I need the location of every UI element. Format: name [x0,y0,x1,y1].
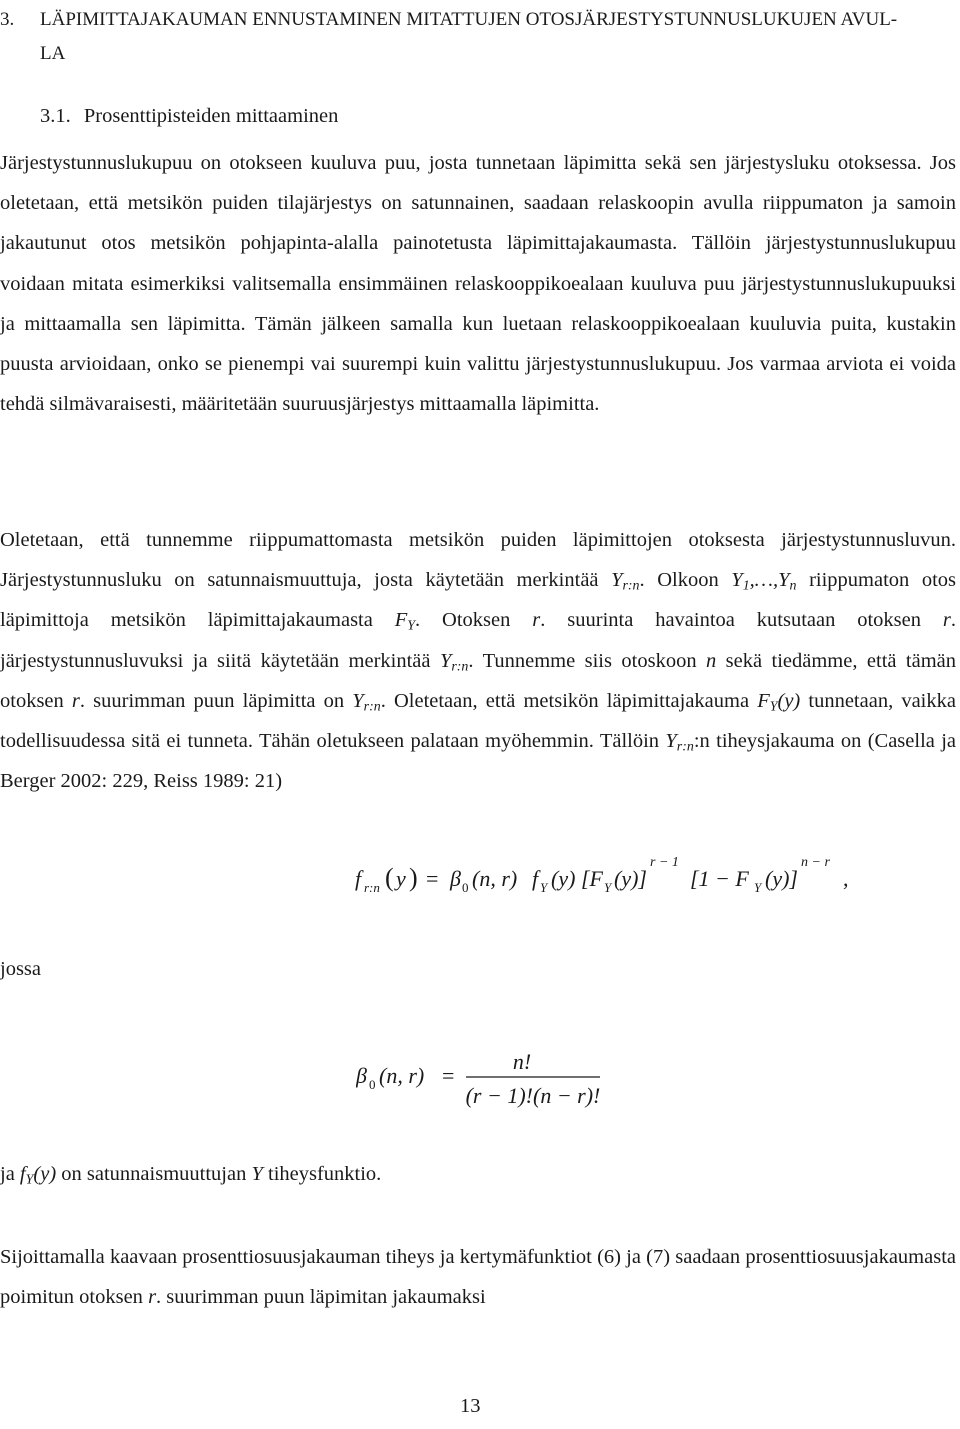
section-number: 3. [0,9,15,30]
paragraph-2 [0,520,956,801]
eq-y: y [396,866,406,891]
eq-bracket1-sub: Y [604,880,612,895]
subsection-heading [40,100,338,132]
text: . järjestystunnusluvuksi ja siitä käytetään merkintää [0,609,957,672]
math: Y [665,730,677,753]
word-jossa: jossa [0,958,41,980]
section-title-line1: LÄPIMITTAJAKAUMAN ENNUSTAMINEN MITATTUJEN OTOSJÄRJESTYSTUNNUSLUKUJEN AVUL- [40,9,898,30]
math: ,…,Y [749,569,790,592]
math-sub: Y [25,1172,34,1188]
equation-beta-coefficient [356,1041,676,1111]
eq-fY: f [532,866,539,891]
eq-beta-sub: 0 [462,880,469,895]
text: ja [0,1163,20,1185]
section-title-line2: LA [40,43,66,64]
text: tunnetaan, vaikka todellisuudessa sitä ei tunneta. Tähän oletukseen palataan myöhemmin. Tällöin [0,689,956,753]
math-sub: Y [769,699,778,715]
eq2-denominator: (r − 1)!(n − r)! [465,1083,601,1108]
math: Y [731,569,743,592]
eq-bracket1: [F [581,866,603,891]
math-sub: r:n [363,699,381,715]
text: . Tunnemme siis otoskoon [468,649,706,672]
math: Y [439,649,452,672]
math: f [19,1163,26,1185]
math: r [148,1286,157,1309]
eq-exp1: r − 1 [650,855,679,870]
text: :n tiheysjakauma on (Casella ja Berger 2002: 229, Reiss 1989: 21) [0,730,956,793]
text: . Oletetaan, että metsikön läpimittajakauma [380,689,758,712]
math: F [394,609,408,632]
eq-rparen: ) [409,863,418,892]
section-heading [0,0,950,74]
math: (y) [33,1163,57,1185]
eq-bracket2-sub: Y [754,880,762,895]
equation-order-statistic-density [355,852,855,902]
text: on satunnaismuuttujan [56,1163,252,1185]
text: . Olkoon [639,569,732,592]
eq-exp2: n − r [801,855,830,870]
eq-f: f [355,866,362,891]
math-sub: r:n [451,659,469,675]
math: r [532,609,541,632]
math: n [706,649,717,672]
math-sub: r:n [622,578,640,594]
eq2-numerator: n! [512,1049,532,1074]
eq-beta: β [450,866,461,891]
text: riippumaton otos läpimittoja metsikön läpimittajakaumasta [0,569,957,632]
math-sub: r:n [676,739,694,755]
math: r [942,609,951,632]
math: Y [352,689,364,712]
text: . suurimman puun läpimitta on [79,689,353,712]
eq-fY-sub: Y [540,880,548,895]
text: . suurinta havaintoa kutsutaan otoksen [540,609,943,632]
text: sekä tiedämme, että tämän otoksen [0,649,956,712]
eq2-beta-sub: 0 [369,1077,376,1092]
eq2-equals: = [442,1063,455,1088]
math: Y [251,1163,263,1185]
math: F [757,689,770,712]
eq-comma: , [843,866,849,891]
text: tiheysfunktio. [262,1163,382,1185]
page-number: 13 [460,1395,481,1417]
eq-bracket2: [1 − F [690,866,749,891]
subsection-title: Prosenttipisteiden mittaaminen [83,105,339,127]
eq-beta-args: (n, r) [472,866,518,891]
paragraph-1: Järjestystunnuslukupuu on otokseen kuuluva puu, josta tunnetaan läpimitta sekä sen järjestysluku otoksessa. Jos oletetaan, että metsikön puiden tilajärjestys on satunnainen, saadaan relaskoopin avulla riippumaton ja samoin jakautunut otos metsikön pohjapinta-alalla painotetusta läpimittajakaumasta. Tällöin järjestystunnuslukupuu voidaan mitata esimerkiksi valitsemalla ensimmäinen relaskooppikoealaan kuuluva puu järjestystunnuslukupuuksi ja mittaamalla sen läpimitta. Tämän jälkeen samalla kun luetaan relaskooppikoealaan kuuluvia puita, kustakin puusta arvioidaan, onko se pienempi vai suurempi kuin valittu järjestystunnuslukupuu. Jos varmaa arviota ei voida tehdä silmävaraisesti, määritetään suuruusjärjestys mittaamalla läpimitta. [0,152,956,416]
text: . suurimman puun läpimitan jakaumaksi [156,1286,486,1309]
eq-f-sub: r:n [364,880,380,895]
eq-lparen: ( [385,863,394,892]
subsection-number: 3.1. [40,105,71,127]
eq2-beta: β [356,1063,367,1088]
paragraph-4 [0,1237,956,1317]
math: r [71,689,80,712]
text: Oletetaan, että tunnemme riippumattomasta metsikön puiden läpimittojen otoksesta järjestystunnusluvun. Järjestystunnusluku on satunnaismuuttuja, josta käytetään merkintää [0,529,956,592]
text: . Otoksen [415,609,533,632]
math-sub: 1 [742,578,750,594]
eq-equals: = [426,866,439,891]
eq2-beta-args: (n, r) [379,1063,425,1088]
paragraph-3 [0,1154,600,1194]
text: Sijoittamalla kaavaan prosenttiosuusjakauman tiheys ja kertymäfunktiot (6) ja (7) saadaan prosenttiosuusjakaumasta poimitun otoksen [0,1246,956,1309]
eq-fY-arg: (y) [551,866,576,891]
math-sub: n [789,578,797,594]
math: Y [611,569,623,592]
math-sub: Y [407,618,416,634]
eq-bracket2-arg: (y)] [765,866,798,891]
math: (y) [777,689,801,712]
eq-bracket1-arg: (y)] [614,866,647,891]
